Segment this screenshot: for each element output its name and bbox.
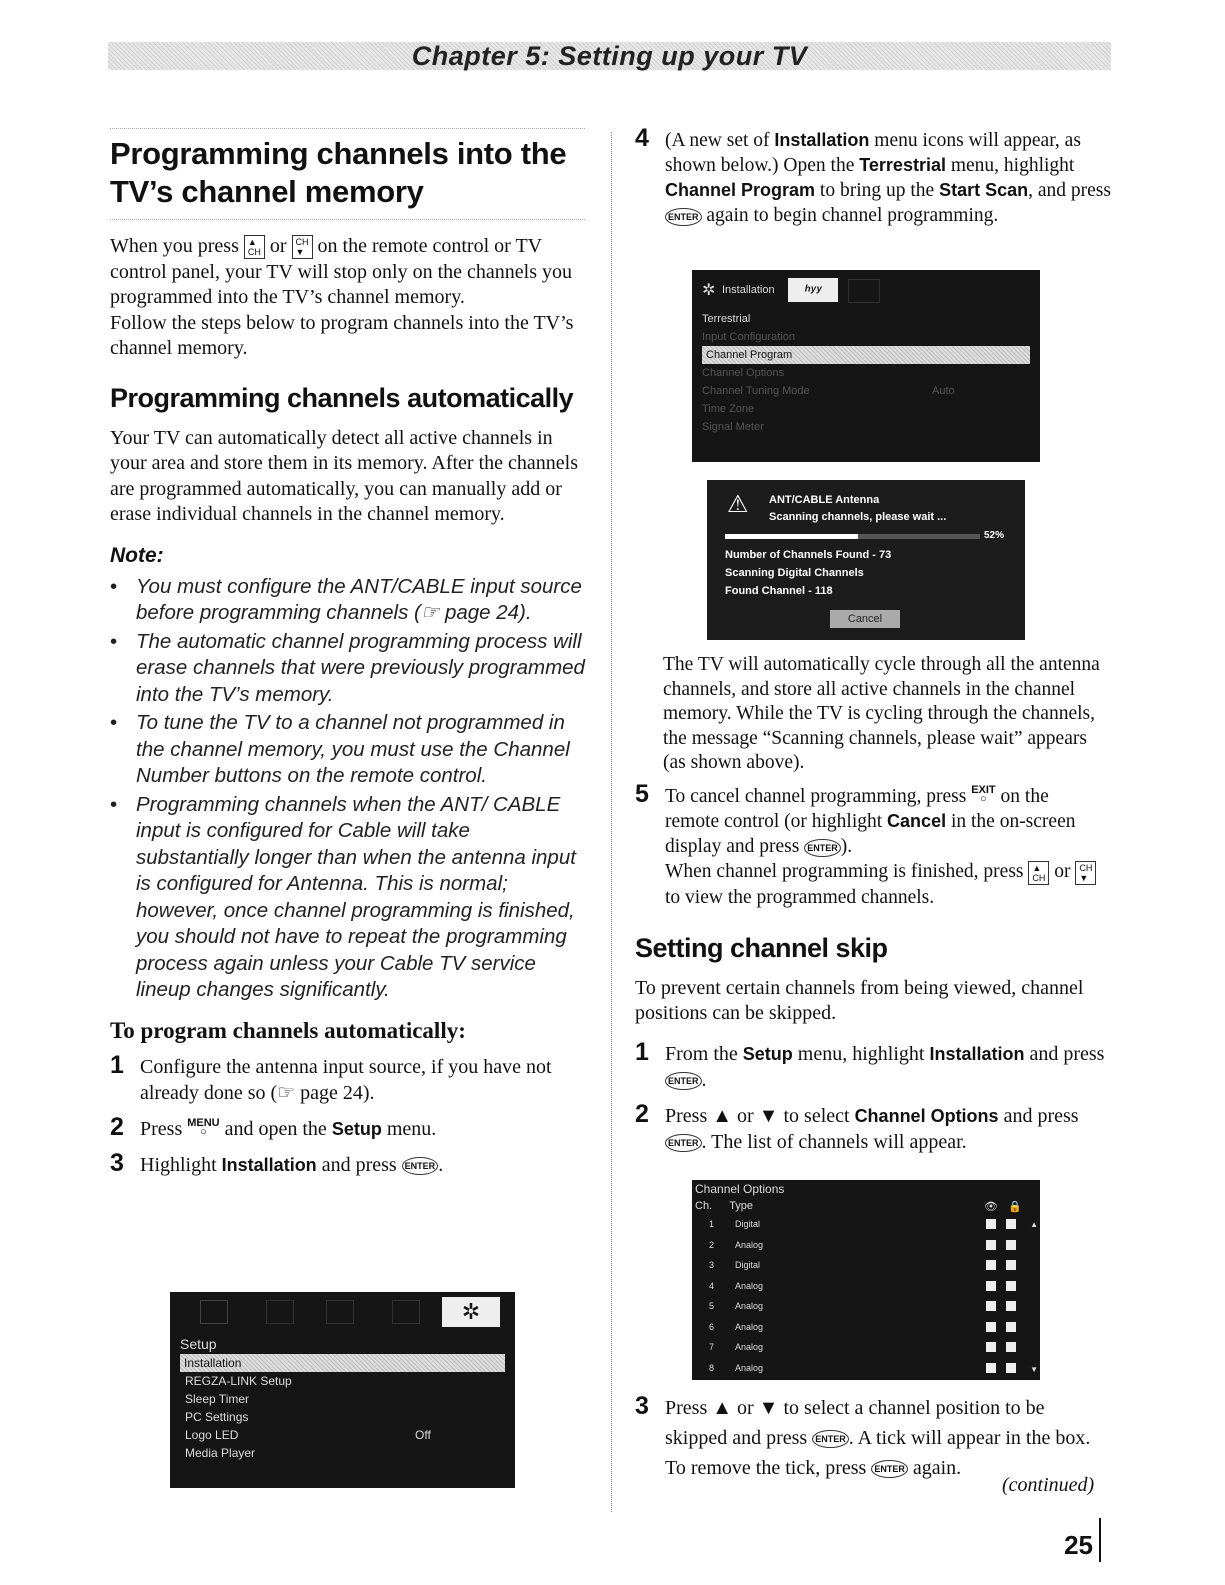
channel-type: Analog — [735, 1321, 764, 1332]
menu-item-pc-settings[interactable]: PC Settings — [185, 1410, 249, 1424]
found-channel: Found Channel - 118 — [725, 585, 833, 597]
setup-menu-screenshot — [170, 1292, 515, 1488]
lock-checkbox[interactable] — [1006, 1322, 1016, 1332]
lock-icon — [392, 1300, 420, 1324]
skip-checkbox[interactable] — [986, 1363, 996, 1373]
scan-progress-fill — [725, 534, 858, 539]
channel-type: Digital — [735, 1219, 761, 1229]
channel-row[interactable] — [692, 1276, 1040, 1297]
skip-checkbox[interactable] — [986, 1281, 996, 1291]
enter-button-icon: ENTER — [804, 839, 841, 857]
continued-label: (continued) — [1002, 1474, 1095, 1496]
channel-number: 1 — [709, 1219, 715, 1229]
channel-type: Analog — [735, 1301, 764, 1311]
chapter-header-band — [108, 42, 1111, 70]
skip-eye-icon: 👁 — [984, 1201, 998, 1213]
channel-row[interactable] — [692, 1214, 1040, 1235]
setup-icon-bar — [170, 1292, 515, 1334]
step-3: 3 Highlight Installation and press ENTER . — [110, 1148, 444, 1177]
lock-checkbox[interactable] — [1006, 1301, 1016, 1311]
step-5-block — [635, 780, 1105, 1165]
enter-button-icon: ENTER — [871, 1460, 908, 1478]
step-1: 1 Configure the antenna input source, if you have not already done so (☞ page 24). — [110, 1050, 552, 1104]
enter-button-icon: ENTER — [665, 208, 702, 226]
channel-number: 2 — [709, 1239, 715, 1250]
warning-icon: ⚠ — [727, 491, 749, 518]
step-5: 5 To cancel channel programming, press EXIT ○ on the remote control (or highlight Cancel in the on-screen display and press ENTER ). When channel programming is finished, press ▲ CH or CH ▼ to view the programmed channels. — [635, 784, 1105, 910]
terrestrial-label: Terrestrial — [702, 313, 751, 325]
auto-heading: Programming channels automatically — [110, 382, 574, 413]
channel-number: 7 — [709, 1342, 715, 1352]
scan-message: Scanning channels, please wait ... — [769, 511, 947, 523]
picture-icon — [200, 1300, 228, 1324]
skip-step-3: 3 Press ▲ or ▼ to select a channel position to be skipped and press ENTER . A tick will appear in the box. To remove the tick, press ENTER again. — [635, 1392, 1091, 1479]
channel-options-list — [692, 1214, 1040, 1378]
menu-item-channel-tuning[interactable]: Channel Tuning Mode Auto — [702, 385, 955, 397]
channel-type: Analog — [735, 1280, 764, 1291]
channel-number: 6 — [709, 1321, 715, 1332]
skip-checkbox[interactable] — [986, 1322, 996, 1332]
menu-item-channel-program[interactable]: Channel Program — [702, 346, 1030, 364]
ch-up-icon: ▲ CH — [1028, 861, 1049, 885]
note-label: Note: — [110, 543, 164, 567]
enter-button-icon: ENTER — [665, 1134, 702, 1152]
skip-checkbox[interactable] — [986, 1240, 996, 1250]
note-item: • You must configure the ANT/CABLE input source before programming channels (☞ page 24). — [136, 574, 585, 627]
scanning-status: Scanning Digital Channels — [725, 567, 864, 579]
col-type: Type — [729, 1200, 754, 1212]
skip-checkbox[interactable] — [986, 1219, 996, 1229]
menu-item-regza-link[interactable]: REGZA-LINK Setup — [185, 1374, 292, 1388]
lock-checkbox[interactable] — [1006, 1281, 1016, 1291]
scroll-up-icon[interactable]: ▲ — [1030, 1220, 1038, 1229]
ch-down-icon: CH ▼ — [292, 235, 313, 259]
scan-source: ANT/CABLE Antenna — [769, 494, 880, 506]
satellite-icon — [848, 279, 880, 303]
scanning-screenshot — [707, 480, 1025, 640]
channel-row[interactable] — [692, 1296, 1040, 1317]
column-divider — [611, 132, 612, 1512]
installation-title: Installation — [722, 284, 775, 296]
chapter-title: Chapter 5: Setting up your TV — [411, 41, 808, 71]
cancel-button[interactable]: Cancel — [830, 610, 900, 628]
menu-item-logo-led[interactable]: Logo LED Off — [185, 1428, 431, 1442]
right-column-lower — [663, 653, 1103, 776]
channel-type: Analog — [735, 1239, 764, 1250]
step-2: 2 Press MENU ○ and open the Setup menu. — [110, 1112, 437, 1141]
page-title: Programming channels into the TV’s channel memory — [110, 128, 585, 220]
menu-item-channel-options[interactable]: Channel Options — [702, 367, 784, 379]
channel-type: Analog — [735, 1362, 764, 1373]
enter-button-icon: ENTER — [812, 1430, 849, 1448]
skip-checkbox[interactable] — [986, 1260, 996, 1270]
skip-step-1: 1 From the Setup menu, highlight Installation and press ENTER . — [635, 1037, 1105, 1091]
terrestrial-antenna-icon: ʰʸʸ — [788, 278, 838, 302]
channel-options-screenshot — [692, 1180, 1040, 1380]
channel-row[interactable] — [692, 1317, 1040, 1338]
gear-icon: ✲ — [702, 282, 716, 299]
lock-checkbox[interactable] — [1006, 1219, 1016, 1229]
channel-type: Digital — [735, 1260, 761, 1270]
setup-gear-icon: ✲ — [442, 1297, 500, 1327]
channel-number: 4 — [709, 1280, 715, 1291]
menu-item-sleep-timer[interactable]: Sleep Timer — [185, 1392, 250, 1406]
menu-item-signal-meter[interactable]: Signal Meter — [702, 421, 764, 433]
scan-percent: 52% — [984, 530, 1005, 541]
menu-item-media-player[interactable]: Media Player — [185, 1446, 256, 1460]
after-scan-paragraph: The TV will automatically cycle through all the antenna channels, and store all active channels in the channel memory. While the TV is cycling through the channels, the message “Scanning channels, please wait” appears (as shown above). — [663, 654, 1100, 773]
lock-checkbox[interactable] — [1006, 1260, 1016, 1270]
skip-checkbox[interactable] — [986, 1301, 996, 1311]
channel-type: Analog — [735, 1342, 764, 1352]
skip-heading: Setting channel skip — [635, 932, 888, 963]
menu-item-time-zone[interactable]: Time Zone — [702, 403, 755, 415]
enter-button-icon: ENTER — [402, 1157, 439, 1175]
channel-row[interactable] — [692, 1358, 1040, 1379]
skip-step-2: 2 Press ▲ or ▼ to select Channel Options and press ENTER . The list of channels will appear. — [635, 1099, 1079, 1153]
sound-icon — [266, 1300, 294, 1324]
channel-options-title: Channel Options — [695, 1182, 785, 1196]
note-item: • Programming channels when the ANT/ CABLE input is configured for Cable will take substantially longer than when the antenna input is configured for Antenna. This is normal; however, once channel programming is finished, you should not have to repeat the programming process again unless your Cable TV service lineup changes significantly. — [136, 792, 585, 1004]
procedure-heading: To program channels automatically: — [110, 1017, 466, 1043]
channel-row[interactable] — [692, 1255, 1040, 1276]
installation-menu-screenshot — [692, 270, 1040, 462]
channel-number: 3 — [709, 1260, 715, 1270]
ch-up-icon: ▲ CH — [244, 235, 265, 259]
exit-button-icon: EXIT ○ — [971, 784, 996, 805]
menu-item-input-config[interactable]: Input Configuration — [702, 331, 795, 343]
lock-checkbox[interactable] — [1006, 1240, 1016, 1250]
note-item: • The automatic channel programming process will erase channels that were previously programmed into the TV’s memory. — [136, 629, 585, 709]
scan-progress-track — [725, 534, 980, 539]
setup-title: Setup — [180, 1336, 217, 1352]
note-list — [110, 574, 585, 1004]
lock-checkbox[interactable] — [1006, 1363, 1016, 1373]
logo-led-value: Off — [415, 1428, 431, 1442]
left-column — [110, 128, 585, 1188]
lock-icon: 🔒 — [1008, 1201, 1022, 1213]
channel-row[interactable] — [692, 1235, 1040, 1256]
auto-paragraph: Your TV can automatically detect all active channels in your area and store them in its memory. After the channels are programmed automatically, you can manually add or erase individual channels in the channel memory. — [110, 426, 578, 525]
menu-item-installation[interactable]: Installation — [180, 1354, 505, 1372]
channel-row[interactable] — [692, 1337, 1040, 1358]
preferences-icon — [326, 1300, 354, 1324]
scroll-down-icon[interactable]: ▼ — [1030, 1365, 1038, 1374]
channel-number: 8 — [709, 1362, 715, 1373]
page-number: 25 — [1064, 1530, 1093, 1560]
intro-paragraph: When you press ▲ CH or CH ▼ on the remote control or TV control panel, your TV will stop only on the channels you programmed into the TV’s channel memory. — [110, 235, 572, 308]
channels-found: Number of Channels Found - 73 — [725, 549, 892, 561]
skip-paragraph: To prevent certain channels from being viewed, channel positions can be skipped. — [635, 976, 1084, 1025]
intro-paragraph-2: Follow the steps below to program channels into the TV’s channel memory. — [110, 311, 574, 359]
menu-button-icon: MENU ○ — [187, 1116, 220, 1138]
channel-number: 5 — [709, 1301, 715, 1311]
step-4: 4 (A new set of Installation menu icons will appear, as shown below.) Open the Terrestrial menu, highlight Channel Program to bring up the Start Scan, and press ENTER again to begin channel programming. — [635, 124, 1111, 226]
page-number-rule — [1099, 1518, 1101, 1562]
enter-button-icon: ENTER — [665, 1072, 702, 1090]
ch-down-icon: CH ▼ — [1075, 861, 1096, 885]
note-item: • To tune the TV to a channel not programmed in the channel memory, you must use the Channel Number buttons on the remote control. — [136, 710, 585, 790]
right-column — [635, 124, 1115, 238]
col-ch: Ch. — [695, 1200, 713, 1212]
skip-checkbox[interactable] — [986, 1342, 996, 1352]
lock-checkbox[interactable] — [1006, 1342, 1016, 1352]
